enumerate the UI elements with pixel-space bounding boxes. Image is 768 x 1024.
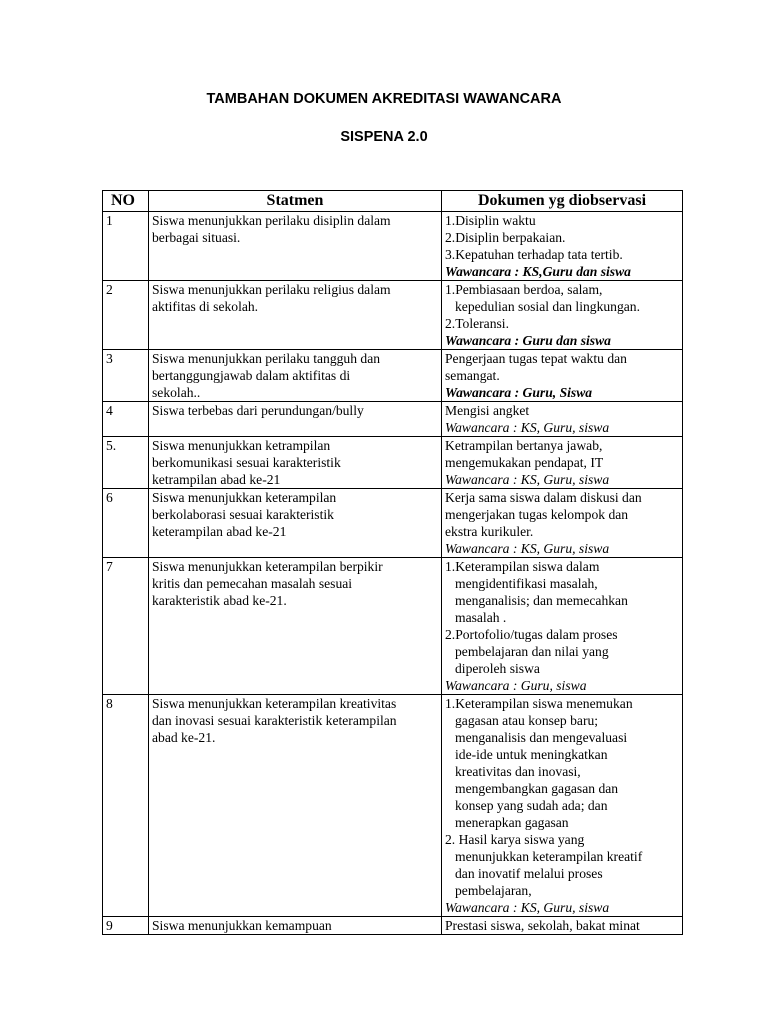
document-line: mengembangkan gagasan dan [455,781,619,796]
cell-no: 4 [103,402,149,437]
cell-document [442,917,683,935]
document-title: TAMBAHAN DOKUMEN AKREDITASI WAWANCARA [206,91,562,107]
document-line: 1.Disiplin waktu [445,213,536,228]
document-line: kepedulian sosial dan lingkungan. [455,299,640,314]
cell-document [442,489,683,558]
header-no: NO [103,191,149,212]
document-line: 2. Hasil karya siswa yang [445,832,585,847]
cell-document [442,402,683,437]
cell-document [442,350,683,402]
cell-document [442,558,683,695]
statement-line: Siswa menunjukkan ketrampilan [152,438,331,453]
statement-line: keterampilan abad ke-21 [152,524,287,539]
document-line: diperoleh siswa [455,661,540,676]
document-line: menunjukkan keterampilan kreatif [455,849,643,864]
statement-line: ketrampilan abad ke-21 [152,472,281,487]
statement-line: kritis dan pemecahan masalah sesuai [152,576,353,591]
cell-no: 3 [103,350,149,402]
cell-statement [149,917,442,935]
document-line: 3.Kepatuhan terhadap tata tertib. [445,247,623,262]
statement-line: abad ke-21. [152,730,216,745]
document-line: 2.Toleransi. [445,316,509,331]
document-line: ide-ide untuk meningkatkan [455,747,608,762]
statement-line: Siswa menunjukkan keterampilan berpikir [152,559,383,574]
document-line: 1.Keterampilan siswa menemukan [445,696,633,711]
cell-document [442,437,683,489]
document-line: Ketrampilan bertanya jawab, [445,438,603,453]
header-statmen: Statmen [149,191,442,212]
document-line: mengidentifikasi masalah, [455,576,598,591]
document-line: 1.Pembiasaan berdoa, salam, [445,282,603,297]
table-row [103,489,683,558]
header-dokumen: Dokumen yg diobservasi [442,191,683,212]
document-line: masalah . [455,610,507,625]
statement-line: Siswa menunjukkan perilaku disiplin dalam [152,213,391,228]
statement-line: berkomunikasi sesuai karakteristik [152,455,341,470]
document-line: menganalisis dan mengevaluasi [455,730,628,745]
cell-document [442,212,683,281]
interview-note: Wawancara : KS, Guru, siswa [445,900,610,915]
interview-note: Wawancara : Guru, siswa [445,678,587,693]
statement-line: berkolaborasi sesuai karakteristik [152,507,334,522]
cell-no: 5. [103,437,149,489]
statement-line: berbagai situasi. [152,230,241,245]
cell-statement [149,350,442,402]
statement-line: Siswa terbebas dari perundungan/bully [152,403,364,418]
cell-statement [149,212,442,281]
document-line: 2.Disiplin berpakaian. [445,230,566,245]
interview-note: Wawancara : Guru, Siswa [445,385,593,400]
statement-line: dan inovasi sesuai karakteristik keterampilan [152,713,397,728]
interview-note: Wawancara : KS, Guru, siswa [445,541,610,556]
cell-no: 7 [103,558,149,695]
statement-line: Siswa menunjukkan kemampuan [152,918,332,933]
cell-no: 1 [103,212,149,281]
table-row [103,281,683,350]
cell-no: 6 [103,489,149,558]
document-line: menganalisis; dan memecahkan [455,593,628,608]
table-row [103,212,683,281]
statement-line: sekolah.. [152,385,201,400]
document-line: mengemukakan pendapat, IT [445,455,604,470]
document-line: dan inovatif melalui proses [455,866,603,881]
document-line: Mengisi angket [445,403,530,418]
cell-statement [149,489,442,558]
statement-line: Siswa menunjukkan perilaku religius dalam [152,282,391,297]
document-line: Prestasi siswa, sekolah, bakat minat [445,918,640,933]
statement-line: Siswa menunjukkan keterampilan kreativitas [152,696,397,711]
interview-note: Wawancara : Guru dan siswa [445,333,611,348]
observation-table [102,190,683,935]
document-line: kreativitas dan inovasi, [455,764,581,779]
document-subtitle: SISPENA 2.0 [340,129,428,145]
cell-statement [149,402,442,437]
table-header-row [103,191,683,212]
document-line: konsep yang sudah ada; dan [455,798,608,813]
document-line: 2.Portofolio/tugas dalam proses [445,627,618,642]
table-row [103,917,683,935]
table-row [103,402,683,437]
table-row [103,558,683,695]
document-line: ekstra kurikuler. [445,524,534,539]
document-line: gagasan atau konsep baru; [455,713,599,728]
statement-line: Siswa menunjukkan keterampilan [152,490,337,505]
statement-line: bertanggungjawab dalam aktifitas di [152,368,351,383]
cell-document [442,695,683,917]
interview-note: Wawancara : KS, Guru, siswa [445,420,610,435]
document-line: pembelajaran dan nilai yang [455,644,609,659]
cell-statement [149,281,442,350]
cell-no: 2 [103,281,149,350]
cell-no: 8 [103,695,149,917]
document-line: Kerja sama siswa dalam diskusi dan [445,490,642,505]
table-row [103,350,683,402]
cell-document [442,281,683,350]
document-line: semangat. [445,368,500,383]
interview-note: Wawancara : KS, Guru, siswa [445,472,610,487]
document-line: menerapkan gagasan [455,815,569,830]
cell-statement [149,695,442,917]
statement-line: Siswa menunjukkan perilaku tangguh dan [152,351,381,366]
cell-no: 9 [103,917,149,935]
statement-line: karakteristik abad ke-21. [152,593,287,608]
table-row [103,437,683,489]
cell-statement [149,437,442,489]
document-line: pembelajaran, [455,883,532,898]
document-line: 1.Keterampilan siswa dalam [445,559,600,574]
statement-line: aktifitas di sekolah. [152,299,259,314]
cell-statement [149,558,442,695]
table-row [103,695,683,917]
document-line: Pengerjaan tugas tepat waktu dan [445,351,627,366]
interview-note: Wawancara : KS,Guru dan siswa [445,264,631,279]
document-line: mengerjakan tugas kelompok dan [445,507,629,522]
